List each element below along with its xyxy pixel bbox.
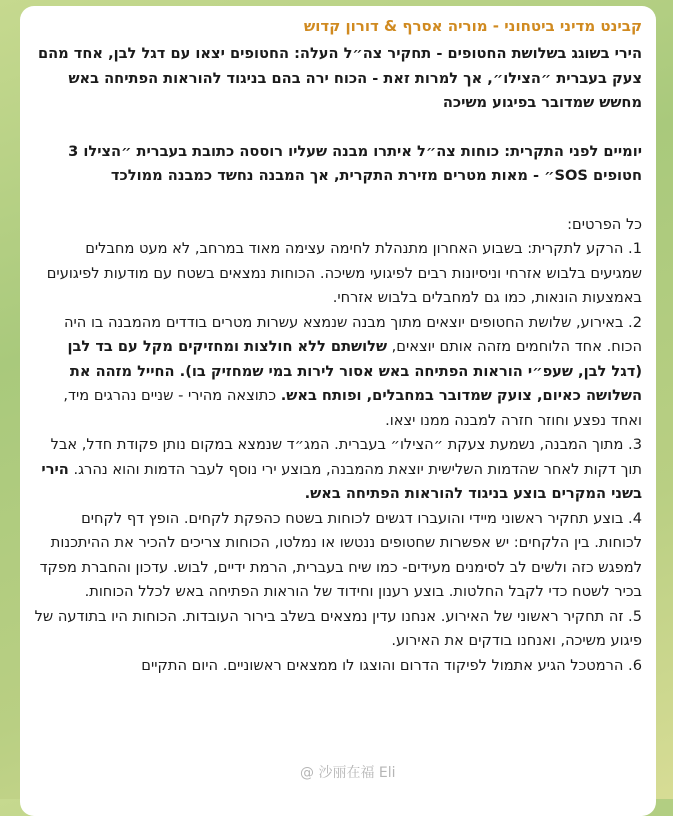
item-text: 3. מתוך המבנה, נשמעת צעקת ״הצילו״ בעברית. המג״ד שנמצא במקום נותן פקודת חדל, אבל תוך דקות לאחר שהדמות השלישית יוצאת מהמבנה, מבוצע ירי נוסף לעבר הדמות והוא נהרג. <box>50 436 642 478</box>
item-bold-text: שלושתם ללא חולצות ומחזיקים מקל עם בד לבן (דגל לבן, שעפ״י הוראות הפתיחה באש אסור לירות במי שמחזיק בו). החייל מזהה את השלושה כאיום, צועק שמדובר במחבלים, ופותח באש. <box>67 338 642 404</box>
list-item <box>34 237 642 311</box>
list-item <box>34 507 642 605</box>
message-bubble <box>20 6 656 816</box>
spacer <box>34 116 642 140</box>
item-text: 5. זה תחקיר ראשוני של האירוע. אנחנו עדין נמצאים בשלב בירור העובדות. הכוחות היו בתודעה של פיגוע משיכה, ואנחנו בודקים את האירוע. <box>34 607 642 649</box>
message-subheadline: יומיים לפני התקרית: כוחות צה״ל איתרו מבנה שעליו רוססה כתובת בעברית ״הצילו 3 חטופים SOS״ - מאות מטרים מזירת התקרית, אך המבנה נחשד כמבנה ממולכד <box>68 142 642 184</box>
message-headline: הירי בשוגג בשלושת החטופים - תחקיר צה״ל העלה: החטופים יצאו עם דגל לבן, אחד מהם צעק בעברית ״הצילו״, אך למרות זאת - הכוח ירה בהם בניגוד להוראות הפתיחה באש מחשש שמדובר בפיגוע משיכה <box>37 45 642 111</box>
list-item <box>34 654 642 679</box>
item-text: כתוצאה מהירי - שניים נהרגים מיד, ואחד נפצע וחוזר חזרה למבנה ממנו יצאו. <box>63 387 642 429</box>
watermark: @ 沙丽在福 Eli <box>300 765 396 781</box>
list-item <box>34 605 642 654</box>
item-text: 4. בוצע תחקיר ראשוני מיידי והועברו דגשים לכוחות בשטח כהפקת לקחים. הופץ דף לקחים לכוחות. בין הלקחים: יש אפשרות שחטופים ננטשו או נמלטו, הכוחות צריכים להכיר את ההיתכנות למפגש כזה ולשים לב לסימנים מעידים- כמו שיח בעברית, הרמת ידיים, לבוש. עדכון והחברת מפקד בכיר לשטח כדי לקבל החלטות. בוצע רענון וחידוד של הוראות הפתיחה באש לכלל הכוחות. <box>39 509 642 600</box>
item-text: 1. הרקע לתקרית: בשבוע האחרון מתנהלת לחימה עצימה מאוד במרחב, לא מעט מחבלים שמגיעים בלבוש אזרחי וניסיונות רבים לפיגועי משיכה. הכוחות נמצאים בשטח עם מודעות לפיגועים באמצעות הונאות, כמו גם למחבלים בלבוש אזרחי. <box>46 240 642 306</box>
list-item <box>34 433 642 507</box>
item-text: 6. הרמטכל הגיע אתמול לפיקוד הדרום והוצגו לו ממצאים ראשוניים. היום התקיים <box>141 656 642 674</box>
spacer <box>34 189 642 213</box>
details-header: כל הפרטים: <box>567 215 642 233</box>
item-text: 2. באירוע, שלושת החטופים יוצאים מתוך מבנה שנמצא עשרות מטרים בודדים מהמבנה בו היה הכוח. אחד הלוחמים מזהה אותם יוצאים, <box>63 313 642 355</box>
list-item <box>34 311 642 434</box>
sender-name[interactable]: קבינט מדיני ביטחוני - מוריה אסרף & דורון קדוש <box>303 17 642 35</box>
item-bold-text: הירי בשני המקרים בוצע בניגוד להוראות הפתיחה באש. <box>41 460 642 502</box>
